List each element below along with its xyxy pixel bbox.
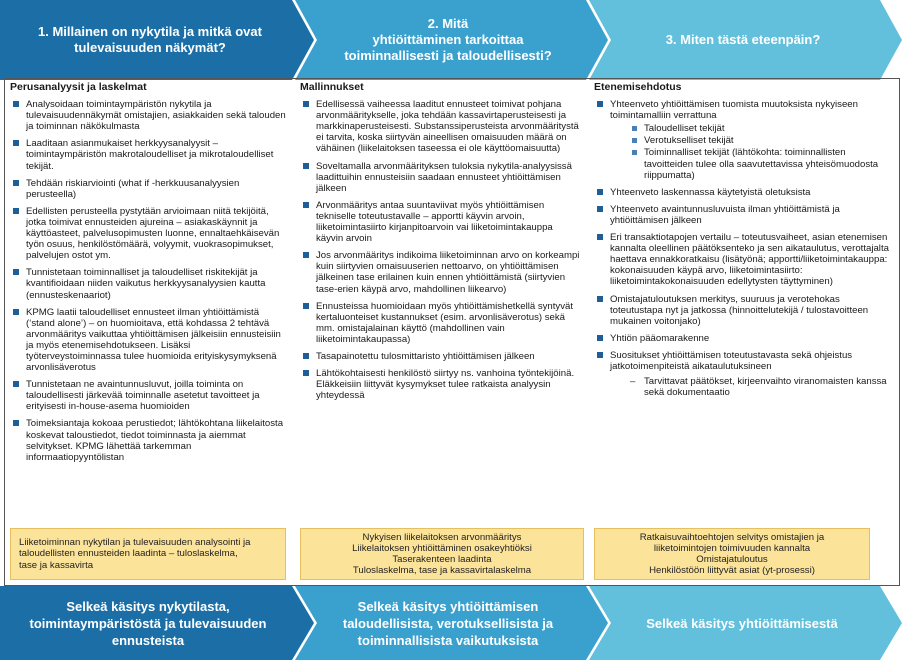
sub-list [610, 123, 890, 180]
outcome-2: Selkeä käsitys yhtiöittämisen taloudellisista, verotuksellisista ja toiminnallisista vaikutuksista [342, 598, 554, 648]
column-1-title: Perusanalyysit ja laskelmat [10, 81, 147, 93]
bottom-outcome-banner [0, 586, 902, 660]
summary-line: liiketoimintojen toimivuuden kannalta [653, 542, 811, 554]
summary-box-2 [300, 528, 584, 580]
list-item: Tunnistetaan toiminnalliset ja taloudelliset riskitekijät ja kvantifioidaan niiden vaikutus herkkyysanalyysien kautta (ennusteskenaariot) [10, 267, 286, 300]
list-item: Edellisten perusteella pystytään arvioimaan niitä tekijöitä, jotka toimivat ennusteiden ajureina – asiakaskäynnit ja käyttöasteet, palvelusopimusten luonne, ennaltaehkäisevän työn osuus, henkilöstömäärä, volyymit, vuokrasopimukset, palvelujen ostot ym. [10, 206, 286, 261]
summary-line: Nykyisen liikelaitoksen arvonmääritys [362, 531, 522, 543]
summary-line: Liikelaitoksen yhtiöittäminen osakeyhtiöksi [352, 542, 532, 554]
list-item: Yhtiön pääomarakenne [594, 333, 890, 344]
list-item: KPMG laatii taloudelliset ennusteet ilman yhtiöittämistä (‘stand alone’) – on huomioitava, että kohdassa 2 tehtävä arvonmääritys vaikuttaa yhtiöittämisen jälkeisiin ennusteisiin ja myös etenemisehdotukseen. Lisäksi työterveystoiminnassa tulee huomioida erityiskysymyksenä arvonlisäverotus [10, 307, 286, 374]
step-1-heading: 1. Millainen on nykytila ja mitkä ovat tulevaisuuden näkymät? [38, 24, 262, 55]
summary-line: Henkilöstöön liittyvät asiat (yt-prosessi) [649, 565, 815, 577]
list-item: Tehdään riskiarviointi (what if -herkkuusanalyysien perusteella) [10, 178, 286, 200]
top-process-banner [0, 0, 902, 80]
summary-line: Liiketoiminnan nykytilan ja tulevaisuuden analysointi ja [19, 537, 251, 549]
summary-line: Taserakenteen laadinta [392, 554, 492, 565]
sub-list-item: Verotukselliset tekijät [610, 135, 890, 146]
column-1-list [10, 99, 286, 463]
sub-list-item: Toiminnalliset tekijät (lähtökohta: toiminnallisten tavoitteiden tulee olla saavutettavissa yhteisömuodosta riippumatta) [610, 147, 890, 180]
column-3-list [594, 99, 890, 398]
list-item: Laaditaan asianmukaiset herkkyysanalyysit – toimintaympäristön makrotaloudelliset ja mikrotaloudelliset tekijät. [10, 138, 286, 171]
list-item [594, 350, 890, 398]
sub-list-item: Taloudelliset tekijät [610, 123, 890, 134]
column-3-title: Etenemisehdotus [594, 81, 682, 93]
dash-list-item: – Tarvittavat päätökset, kirjeenvaihto viranomaisten kanssa sekä dokumentaatio [610, 376, 890, 398]
list-item: Omistajatuloutuksen merkitys, suuruus ja verotehokas toteutustapa nyt ja jatkossa (hinnoittelutekijä / tulostavoitteen mukainen voitonjako) [594, 294, 890, 327]
list-item-text: Suositukset yhtiöittämisen toteutustavasta sekä ohjeistus jatkotoimenpiteistä aikataulutuksineen [610, 349, 853, 372]
summary-line: Tuloslaskelma, tase ja kassavirtalaskelma [352, 565, 532, 577]
outcome-3: Selkeä käsitys yhtiöittämisestä [646, 615, 838, 631]
column-2-list [300, 99, 582, 401]
summary-line: Omistajatuloutus [696, 554, 768, 565]
summary-line: Ratkaisuvaihtoehtojen selvitys omistajien ja [639, 531, 825, 543]
list-item: Arvonmääritys antaa suuntaviivat myös yhtiöittämisen tekniselle toteutustavalle – apportti käyvin arvoin, liiketoimintasiirto kirjanpitoarvoin vai liiketoimintakauppa käyvin arvoin [300, 200, 582, 244]
list-item: Edellisessä vaiheessa laaditut ennusteet toimivat pohjana arvonmääritykselle, joka tehdään kassavirtaperusteisesti ja markkinaperusteisesti. Substanssiperusteista arvonmääritystä ei tarvita, koska siirtyvän aineellisen omaisuuden määrä on vähäinen (liikelaitoksen taseessa ei ole käyttöomaisuutta) [300, 99, 582, 154]
column-2-title: Mallinnukset [300, 81, 364, 93]
column-3 [594, 80, 890, 404]
step-2-heading: 2. Mitä yhtiöittäminen tarkoittaa toiminnallisesti ja taloudellisesti? [344, 16, 552, 63]
list-item: Lähtökohtaisesti henkilöstö siirtyy ns. vanhoina työntekijöinä. Eläkkeisiin liittyvät kysymykset tulee ratkaista analyysin yhteydessä [300, 368, 582, 401]
summary-box-1 [10, 528, 286, 580]
summary-box-3 [594, 528, 870, 580]
column-2 [300, 80, 582, 407]
list-item: Eri transaktiotapojen vertailu – toteutusvaiheet, asian etenemisen kannalta oleellinen päätöksenteko ja sen aikataulutus, verottajalta haettava ennakkoratkaisu (lisätyönä; apportti/liiketoimintakauppa: kokonaisuuden käypä arvo, liiketoimintasiirto: liiketoimintakokonaisuuden edellytysten täyttyminen) [594, 232, 890, 287]
list-item: Analysoidaan toimintaympäristön nykytila ja tulevaisuudennäkymät omistajien, asiakkaiden sekä talouden ja toiminnan näkökulmasta [10, 99, 286, 132]
list-item: Toimeksiantaja kokoaa perustiedot; lähtökohtana liikelaitosta koskevat taloustiedot, tiedot toiminnasta ja aiemmat selvitykset. KPMG lähettää tarkemman informaatiopyyntölistan [10, 418, 286, 462]
summary-line: tase ja kassavirta [19, 559, 94, 571]
column-1 [10, 80, 286, 469]
dash-list [610, 376, 890, 398]
list-item-text: Yhteenveto yhtiöittämisen tuomista muutoksista nykyiseen toimintamalliin verrattuna [610, 99, 858, 122]
list-item: Tunnistetaan ne avaintunnusluvut, joilla toiminta on taloudellisesti järkevää toiminnalle asetetut tavoitteet ja erityisesti in-house-asema huomioiden [10, 379, 286, 412]
summary-line: taloudellisten ennusteiden laadinta – tuloslaskelma, [19, 548, 238, 560]
list-item [594, 99, 890, 181]
outcome-1: Selkeä käsitys nykytilasta, toimintaympäristöstä ja tulevaisuuden ennusteista [29, 598, 267, 648]
list-item: Jos arvonmääritys indikoima liiketoiminnan arvo on korkeampi kuin siirtyvien omaisuuserien nettoarvo, on yhtiöittämisen jälkeinen tase erilainen kuin ennen yhtiöittämistä (siirtyvien tase-erien käypä arvo, mahdollinen liikearvo) [300, 250, 582, 294]
list-item: Tasapainotettu tulosmittaristo yhtiöittämisen jälkeen [300, 351, 582, 362]
list-item: Ennusteissa huomioidaan myös yhtiöittämishetkellä syntyvät kertaluonteiset kustannukset (esim. arvonlisäverotus) sekä mm. omistajalainan käyttö (mahdollinen vain liiketoimintakaupassa) [300, 301, 582, 345]
step-3-heading: 3. Miten tästä eteenpäin? [665, 32, 821, 47]
list-item: Yhteenveto avaintunnusluvuista ilman yhtiöittämistä ja yhtiöittämisen jälkeen [594, 204, 890, 226]
list-item: Yhteenveto laskennassa käytetyistä oletuksista [594, 187, 890, 198]
list-item: Soveltamalla arvonmäärityksen tuloksia nykytila-analyysissä laadittuihin ennusteisiin saadaan ennusteet yhtiöittämisen jälkeen [300, 161, 582, 194]
